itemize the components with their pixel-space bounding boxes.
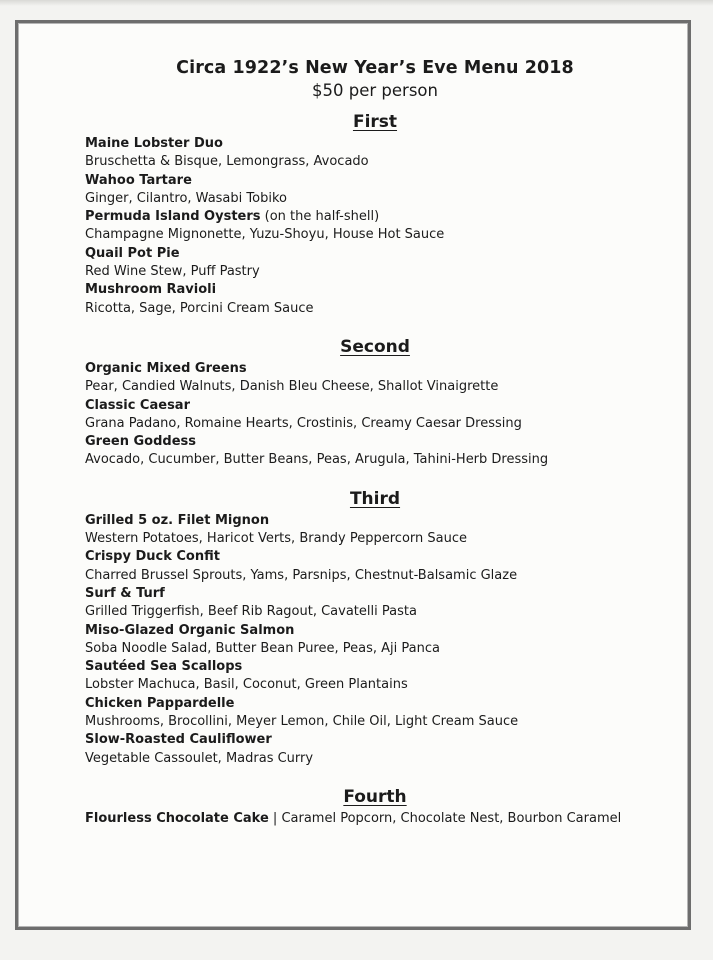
dish-name: Green Goddess: [85, 434, 197, 450]
dessert-description: Caramel Popcorn, Chocolate Nest, Bourbon Caramel: [281, 810, 622, 826]
dessert-line: [85, 810, 665, 828]
dish-name: Surf & Turf: [85, 585, 165, 601]
dish-name-text: Permuda Island Oysters: [85, 209, 261, 225]
dish-name: Grilled 5 oz. Filet Mignon: [85, 512, 270, 528]
menu-price: $50 per person: [312, 81, 438, 100]
dessert-name: Flourless Chocolate Cake: [85, 810, 269, 826]
section-first: [85, 111, 665, 318]
dish-name: Miso-Glazed Organic Salmon: [85, 622, 295, 638]
dish-description: Champagne Mignonette, Yuzu-Shoyu, House Hot Sauce: [85, 227, 445, 243]
dish-description: Ginger, Cilantro, Wasabi Tobiko: [85, 190, 287, 206]
dish-description: Red Wine Stew, Puff Pastry: [85, 264, 260, 280]
section-third: [85, 488, 665, 768]
dish-name: Classic Caesar: [85, 397, 190, 413]
dish-name: Crispy Duck Confit: [85, 549, 220, 565]
dish-name: Sautéed Sea Scallops: [85, 659, 243, 675]
section-heading-third: Third: [349, 488, 401, 509]
dish-note: (on the half-shell): [260, 209, 380, 225]
dish-name-with-note: [85, 208, 665, 226]
dish-name: Mushroom Ravioli: [85, 282, 217, 298]
dish-description: Western Potatoes, Haricot Verts, Brandy Peppercorn Sauce: [85, 531, 467, 547]
dish-name: Wahoo Tartare: [85, 172, 192, 188]
dish-name: Maine Lobster Duo: [85, 136, 223, 151]
section-second: [85, 336, 665, 470]
dish-name: Chicken Pappardelle: [85, 695, 235, 711]
dish-description: Soba Noodle Salad, Butter Bean Puree, Peas, Aji Panca: [85, 640, 440, 656]
scan-edge: [0, 0, 713, 6]
dish-description: Lobster Machuca, Basil, Coconut, Green Plantains: [85, 677, 408, 693]
dish-description: Bruschetta & Bisque, Lemongrass, Avocado: [85, 154, 369, 170]
dish-description: Grana Padano, Romaine Hearts, Crostinis, Creamy Caesar Dressing: [85, 415, 522, 431]
dish-name: Quail Pot Pie: [85, 245, 180, 261]
dish-description: Grilled Triggerfish, Beef Rib Ragout, Cavatelli Pasta: [85, 604, 417, 620]
menu-title: Circa 1922’s New Year’s Eve Menu 2018: [176, 58, 574, 78]
section-heading-fourth: Fourth: [343, 786, 407, 807]
section-heading-first: First: [352, 112, 398, 132]
dish-name: Organic Mixed Greens: [85, 360, 247, 376]
section-heading-second: Second: [340, 336, 410, 357]
menu-content: [85, 56, 665, 828]
dish-description: Vegetable Cassoulet, Madras Curry: [85, 750, 314, 766]
menu-frame: [15, 20, 691, 930]
dessert-separator: |: [268, 810, 282, 826]
dish-description: Ricotta, Sage, Porcini Cream Sauce: [85, 300, 314, 316]
section-fourth: [85, 786, 665, 828]
dish-description: Charred Brussel Sprouts, Yams, Parsnips, Chestnut-Balsamic Glaze: [85, 567, 518, 583]
dish-name: Slow-Roasted Cauliflower: [85, 732, 272, 748]
dish-description: Mushrooms, Brocollini, Meyer Lemon, Chile Oil, Light Cream Sauce: [85, 714, 519, 730]
dish-description: Avocado, Cucumber, Butter Beans, Peas, Arugula, Tahini-Herb Dressing: [85, 452, 549, 468]
dish-description: Pear, Candied Walnuts, Danish Bleu Cheese, Shallot Vinaigrette: [85, 379, 499, 395]
